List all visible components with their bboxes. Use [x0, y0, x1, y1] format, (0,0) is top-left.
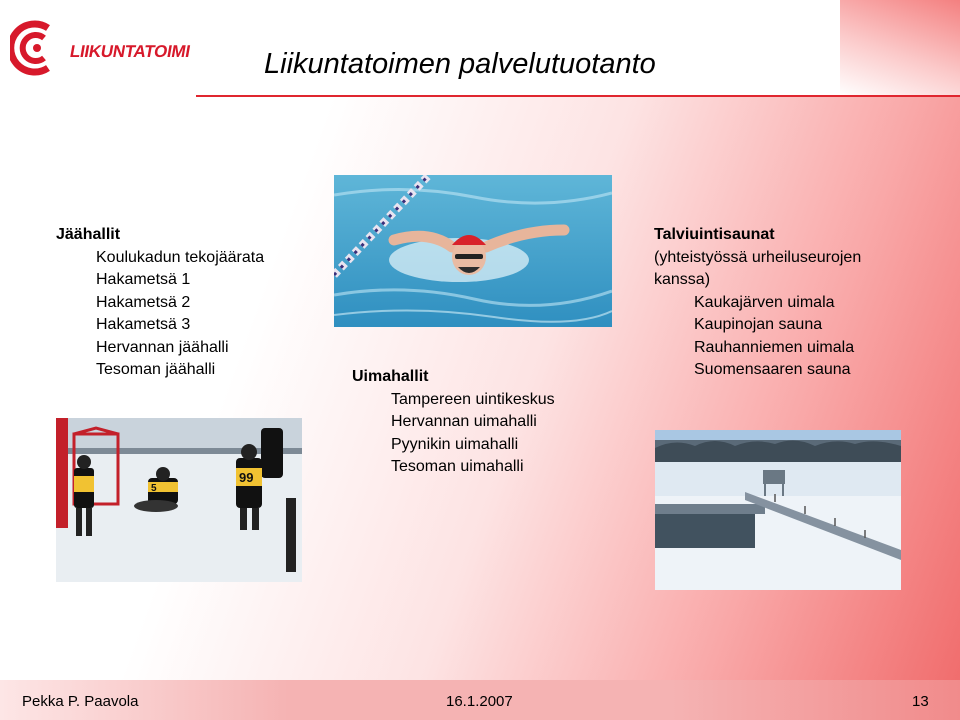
title-divider	[196, 95, 960, 97]
logo-mark-icon	[10, 18, 66, 78]
swimmer-photo	[334, 175, 612, 327]
list-item: Tesoman uimahalli	[391, 458, 524, 475]
pools-heading: Uimahallit	[352, 368, 429, 385]
footer-date: 16.1.2007	[446, 693, 513, 710]
list-item: Hakametsä 2	[96, 293, 191, 311]
ice-hockey-photo	[56, 418, 302, 582]
list-item: Suomensaaren sauna	[694, 361, 851, 378]
liikuntatoimi-logo	[10, 18, 200, 78]
svg-text:5: 5	[151, 483, 157, 494]
winter-saunas-heading: Talviuintisaunat	[654, 226, 775, 243]
list-item: Hervannan jäähalli	[96, 338, 229, 356]
pools-list	[352, 366, 555, 479]
winter-saunas-subheading-cont: kanssa)	[654, 271, 711, 288]
svg-text:99: 99	[239, 470, 254, 485]
footer-author: Pekka P. Paavola	[22, 693, 139, 710]
list-item: Tampereen uintikeskus	[391, 390, 555, 408]
list-item: Rauhanniemen uimala	[694, 338, 855, 356]
list-item: Kaukajärven uimala	[694, 293, 835, 311]
ice-halls-heading: Jäähallit	[56, 226, 121, 243]
list-item: Hakametsä 3	[96, 316, 191, 333]
slide-title: Liikuntatoimen palvelutuotanto	[264, 48, 656, 80]
list-item: Kaupinojan sauna	[694, 316, 823, 333]
list-item: Pyynikin uimahalli	[391, 435, 519, 453]
ice-halls-list	[56, 224, 264, 382]
page-number: 13	[912, 693, 929, 710]
winter-saunas-subheading: (yhteistyössä urheiluseurojen	[654, 248, 862, 266]
header-corner-gradient	[840, 0, 960, 96]
list-item: Koulukadun tekojäärata	[96, 248, 265, 266]
list-item: Hervannan uimahalli	[391, 413, 537, 430]
winter-swimming-photo	[655, 430, 901, 590]
list-item: Hakametsä 1	[96, 271, 191, 288]
list-item: Tesoman jäähalli	[96, 361, 216, 378]
winter-saunas-list	[654, 224, 861, 382]
logo-text: LIIKUNTATOIMI	[68, 42, 192, 61]
